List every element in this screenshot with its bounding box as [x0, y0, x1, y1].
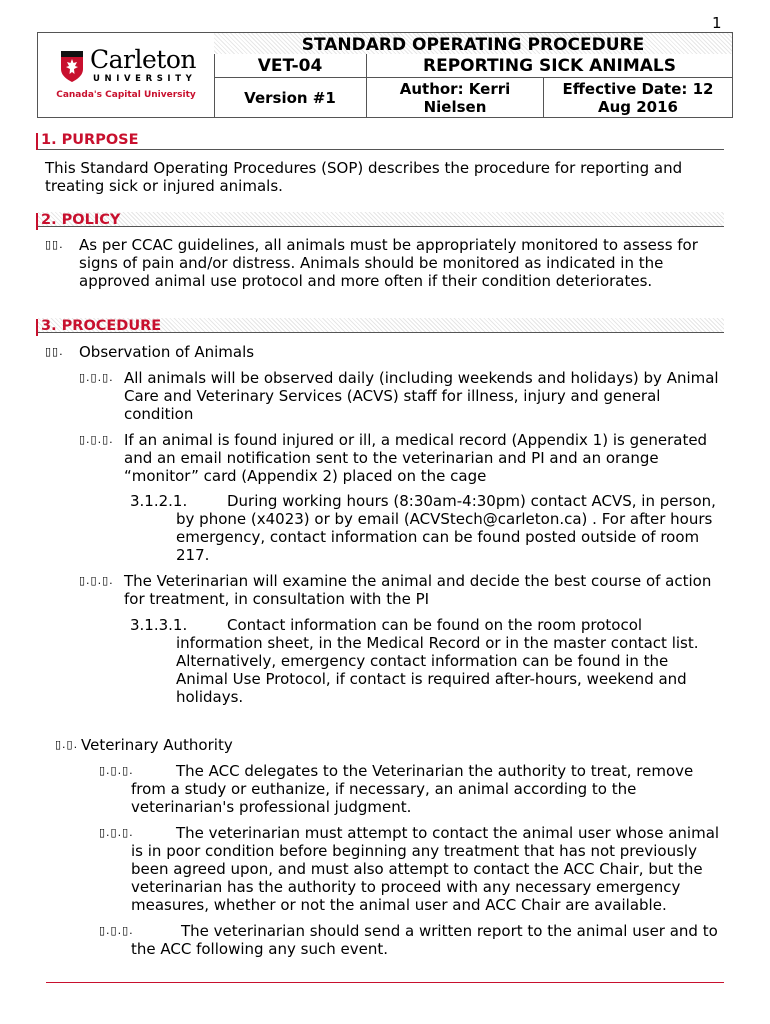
procedure-line: The ACC delegates to the Veterinarian the authority to treat, remove — [176, 762, 694, 780]
list-marker: ▯.▯.▯. — [79, 371, 114, 384]
procedure-line: If an animal is found injured or ill, a medical record (Appendix 1) is generated — [124, 431, 708, 449]
policy-line: As per CCAC guidelines, all animals must be appropriately monitored to assess for — [79, 236, 698, 254]
procedure-line: by phone (x4023) or by email (ACVStech@carleton.ca) . For after hours — [176, 510, 713, 528]
procedure-line: 217. — [176, 546, 210, 564]
list-marker: ▯.▯.▯. — [99, 764, 134, 777]
list-marker: ▯.▯. — [55, 738, 79, 751]
author-line-1: Author: Kerri — [399, 79, 511, 98]
list-marker: ▯▯. — [45, 238, 64, 251]
footer-divider — [46, 982, 724, 983]
author-line-2: Nielsen — [423, 97, 487, 116]
list-marker: 3.1.2.1. — [130, 492, 188, 510]
section-heading-purpose: 1. PURPOSE — [36, 132, 724, 150]
procedure-line: measures, whether or not the animal user and ACC Chair are available. — [131, 896, 667, 914]
procedure-line: The Veterinarian will examine the animal and decide the best course of action — [124, 572, 712, 590]
purpose-line: treating sick or injured animals. — [45, 177, 283, 195]
effective-line-2: Aug 2016 — [598, 97, 678, 116]
sop-title: STANDARD OPERATING PROCEDURE — [214, 33, 732, 54]
procedure-line: holidays. — [176, 688, 244, 706]
list-marker: ▯.▯.▯. — [99, 826, 134, 839]
sop-subtitle: REPORTING SICK ANIMALS — [367, 54, 732, 78]
procedure-line: The veterinarian should send a written report to the animal user and to — [181, 922, 718, 940]
list-marker: 3.1.3.1. — [130, 616, 188, 634]
effective-line-1: Effective Date: 12 — [562, 79, 714, 98]
procedure-line: Contact information can be found on the room protocol — [227, 616, 643, 634]
procedure-line: for treatment, in consultation with the PI — [124, 590, 430, 608]
section-heading-policy: 2. POLICY — [36, 212, 724, 227]
purpose-line: This Standard Operating Procedures (SOP) describes the procedure for reporting and — [45, 159, 683, 177]
sop-author — [367, 78, 544, 117]
subsection-label-authority: Veterinary Authority — [81, 736, 233, 754]
sop-effective-date — [544, 78, 732, 117]
procedure-line: During working hours (8:30am-4:30pm) contact ACVS, in person, — [227, 492, 716, 510]
list-marker: ▯.▯.▯. — [79, 433, 114, 446]
procedure-line: “monitor” card (Appendix 2) placed on the cage — [124, 467, 487, 485]
procedure-line: Alternatively, emergency contact information can be found in the — [176, 652, 669, 670]
policy-line: approved animal use protocol and more often if their condition deteriorates. — [79, 272, 653, 290]
procedure-line: All animals will be observed daily (including weekends and holidays) by Animal — [124, 369, 719, 387]
carleton-shield-icon — [60, 49, 84, 83]
subsection-label-observation: Observation of Animals — [79, 343, 255, 361]
sop-code: VET-04 — [214, 54, 367, 78]
list-marker: ▯.▯.▯. — [79, 574, 114, 587]
policy-line: signs of pain and/or distress. Animals should be monitored as indicated in the — [79, 254, 664, 272]
list-marker: ▯▯. — [45, 345, 64, 358]
procedure-line: the ACC following any such event. — [131, 940, 388, 958]
page-number: 1 — [712, 14, 722, 32]
procedure-line: from a study or euthanize, if necessary, an animal according to the — [131, 780, 637, 798]
procedure-line: condition — [124, 405, 194, 423]
logo-wordmark: Carleton — [90, 45, 196, 74]
logo-tagline: Canada's Capital University — [56, 90, 196, 100]
procedure-line: Animal Use Protocol, if contact is required after-hours, weekend and — [176, 670, 687, 688]
university-logo — [38, 33, 215, 117]
procedure-line: and an email notification sent to the veterinarian and PI and an orange — [124, 449, 659, 467]
procedure-line: been agreed upon, and must also attempt to contact the ACC Chair, but the — [131, 860, 703, 878]
procedure-line: information sheet, in the Medical Record or in the master contact list. — [176, 634, 699, 652]
sop-header-table — [37, 32, 733, 118]
logo-university: UNIVERSITY — [93, 74, 197, 84]
procedure-line: is in poor condition before beginning any treatment that has not previously — [131, 842, 697, 860]
procedure-line: veterinarian's professional judgment. — [131, 798, 412, 816]
sop-version: Version #1 — [214, 78, 367, 117]
procedure-line: emergency, contact information can be found posted outside of room — [176, 528, 700, 546]
procedure-line: veterinarian has the authority to proceed with any necessary emergency — [131, 878, 681, 896]
procedure-line: The veterinarian must attempt to contact the animal user whose animal — [176, 824, 720, 842]
procedure-line: Care and Veterinary Services (ACVS) staff for illness, injury and general — [124, 387, 661, 405]
section-heading-procedure: 3. PROCEDURE — [36, 318, 724, 333]
list-marker: ▯.▯.▯. — [99, 924, 134, 937]
